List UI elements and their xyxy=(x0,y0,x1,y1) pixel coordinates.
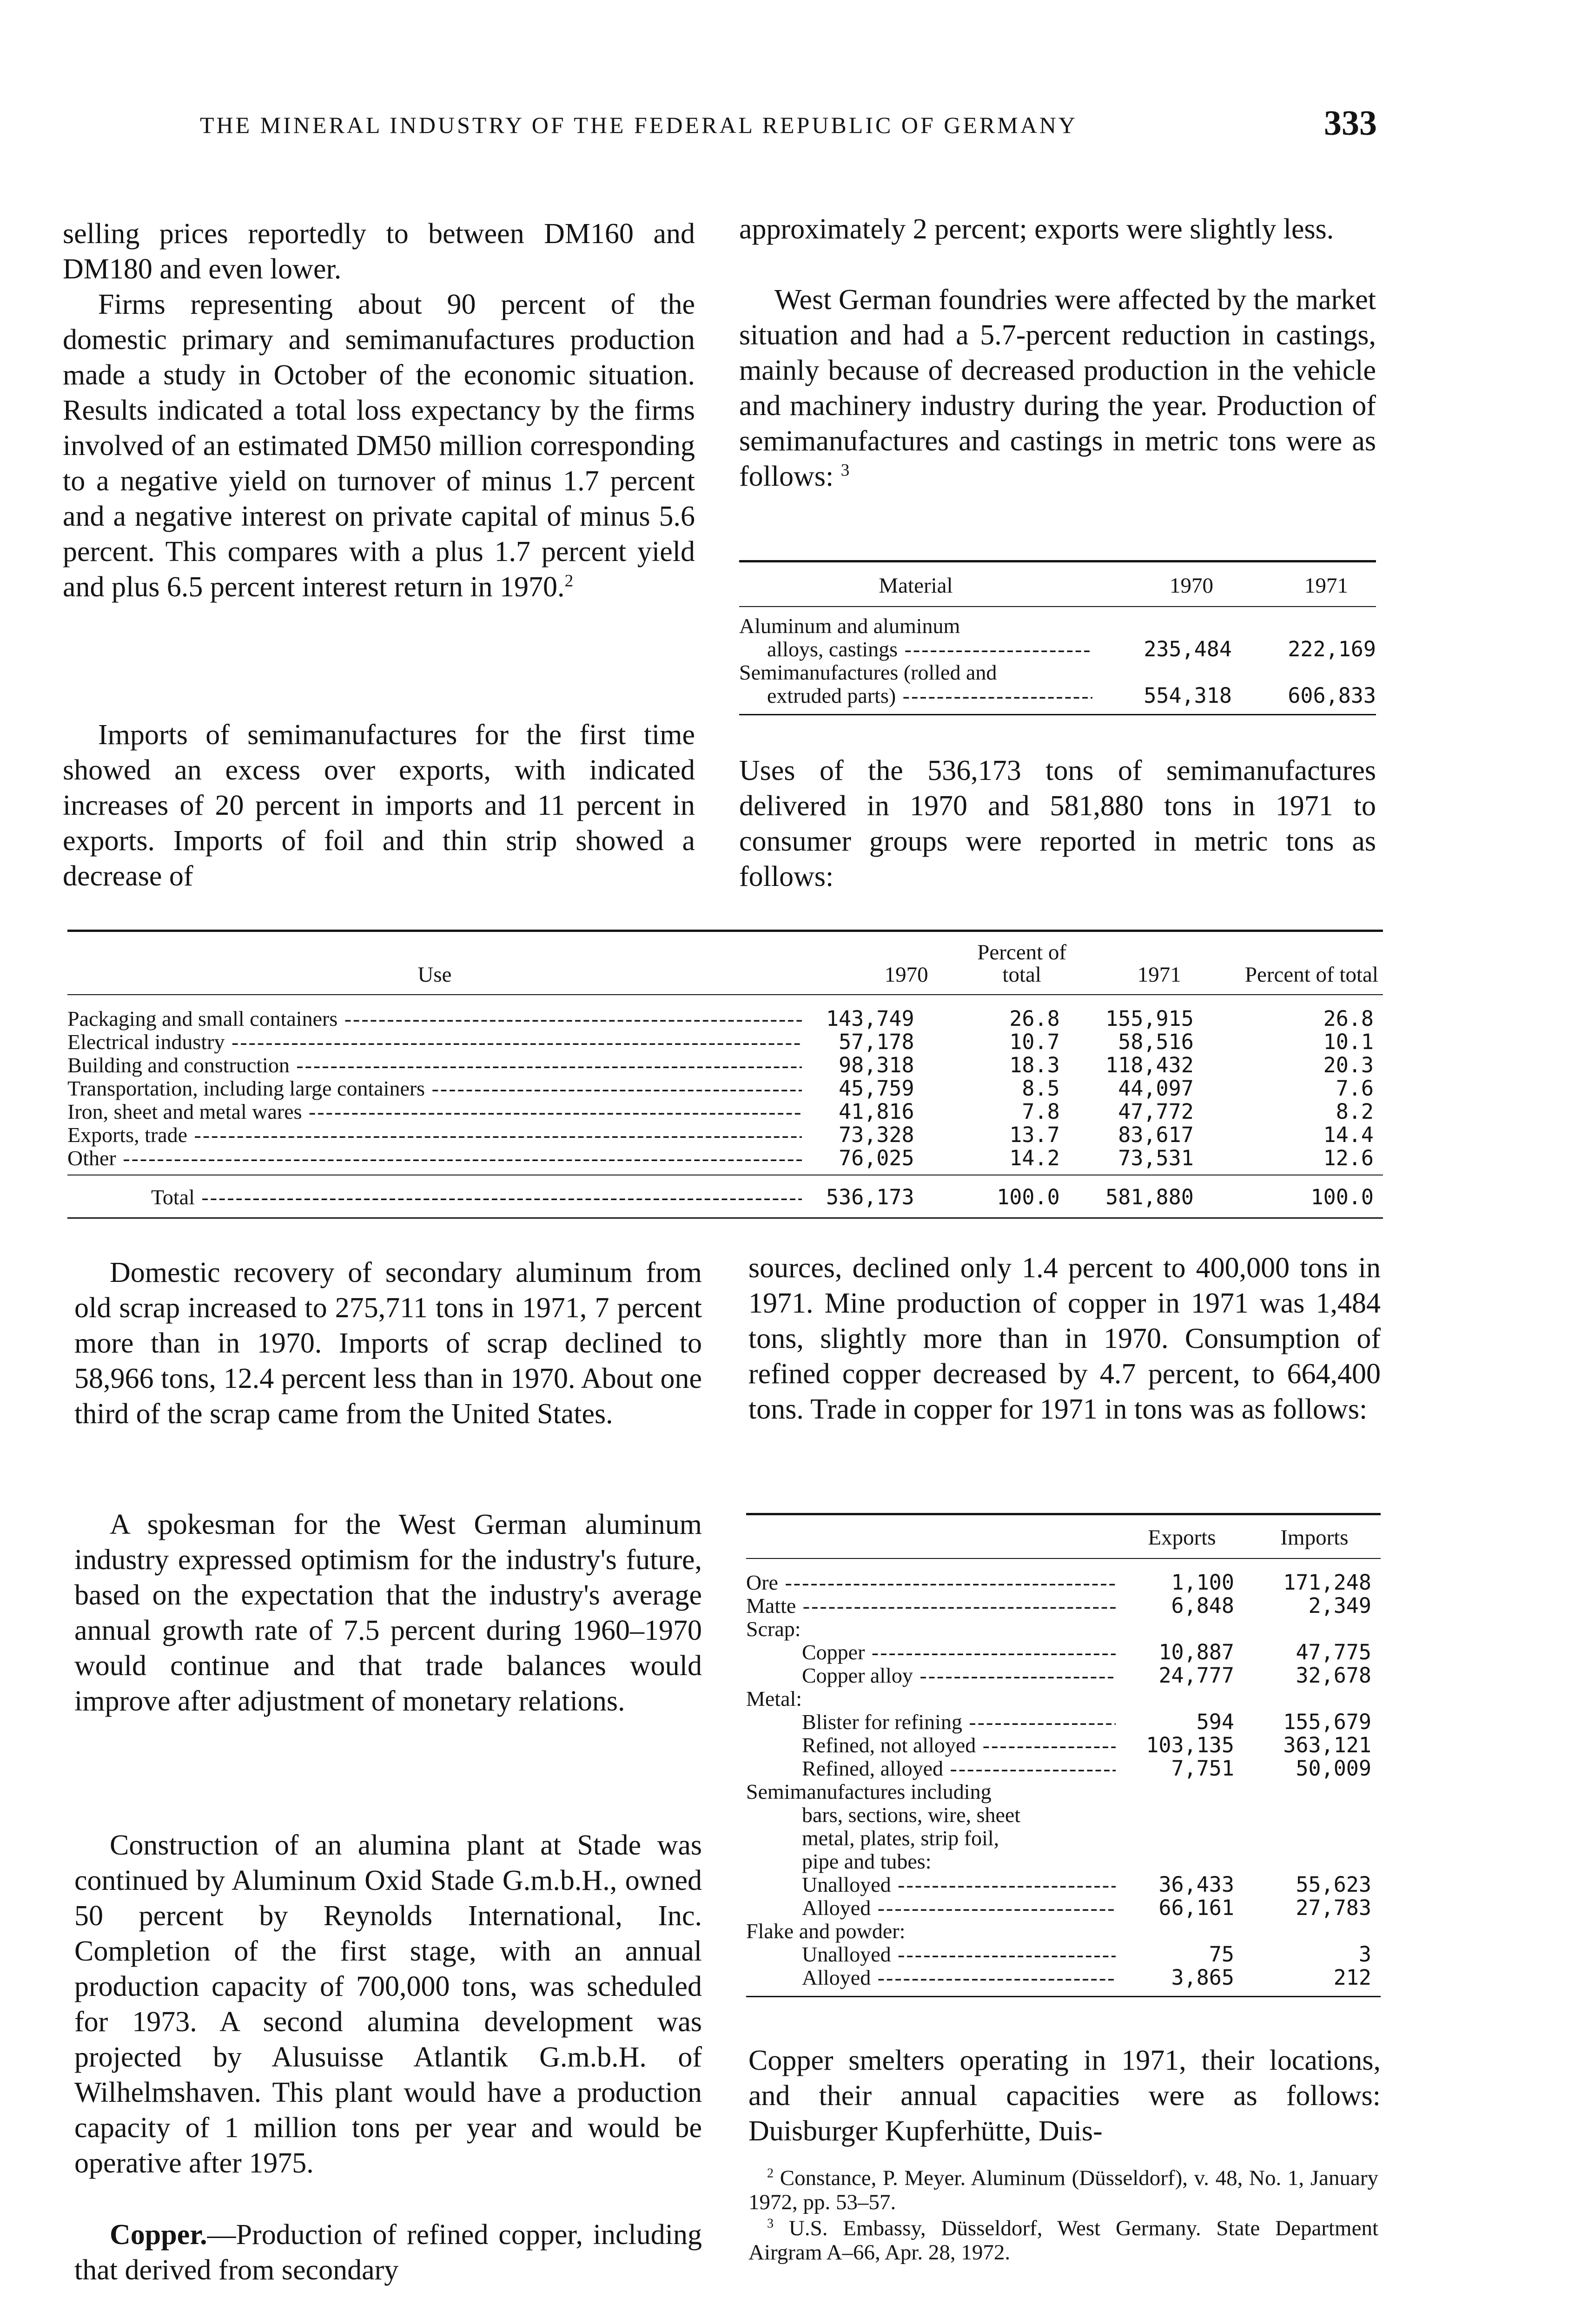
paragraph-firms-study-text: Firms representing about 90 percent of the domestic primary and semimanufactures production made a study in October of the economic situation. Results indicated a total loss expectancy by the firms involved of an estimated DM50 million corresponding to a negative yield on turnover of minus 1.7 percent and a negative interest on private capital of minus 5.6 percent. This compares with a plus 1.7 percent yield and plus 6.5 percent interest return in 1970. xyxy=(63,289,695,603)
table3-label: Blister for refining ----- xyxy=(746,1710,1116,1734)
footnote-3 xyxy=(748,2216,1378,2265)
table3-group-label: Flake and powder: xyxy=(746,1919,906,1943)
table3-label: Copper alloy ----- xyxy=(746,1664,1116,1687)
table2-use-label: Electrical industry ----- xyxy=(67,1030,802,1054)
footnote-2-number: 2 xyxy=(767,2166,774,2181)
table1-row-label: Aluminum and aluminum xyxy=(739,614,960,638)
paragraph-alumina-plant: Construction of an alumina plant at Stade was continued by Aluminum Oxid Stade G.m.b.H., owned 50 percent by Reynolds International, Inc. Completion of the first stage, with an annual production capacity of 700,000 tons, was scheduled for 1973. A second alumina development was projected by Alusuisse Atlantik G.m.b.H. of Wilhelmshaven. This plant would have a production capacity of 1 million tons per year and would be operative after 1975. xyxy=(74,1829,702,2179)
table-row xyxy=(739,638,1376,661)
copper-trade-table xyxy=(746,1513,1381,1997)
table2-pct-1971: 14.4 xyxy=(1323,1122,1374,1147)
table2-pct-1971: 8.2 xyxy=(1336,1099,1374,1124)
copper-heading: Copper. xyxy=(110,2219,207,2251)
table2-pct-1970: 10.7 xyxy=(1009,1030,1060,1054)
table2-value-1970: 143,749 xyxy=(826,1006,914,1031)
table2-pct-1970: 8.5 xyxy=(1022,1076,1060,1101)
table3-group-label: Scrap: xyxy=(746,1617,801,1641)
footnote-2-text: Constance, P. Meyer. Aluminum (Düsseldorf), v. 48, No. 1, January 1972, pp. 53–57. xyxy=(748,2166,1379,2214)
table-row xyxy=(739,684,1376,715)
table-row xyxy=(746,1641,1381,1664)
table-row xyxy=(746,1943,1381,1966)
table1-header-1970: 1970 xyxy=(1170,574,1213,598)
table-row-total xyxy=(67,1175,1383,1218)
paragraph-copper-smelters: Copper smelters operating in 1971, their locations, and their annual capacities were as follows: Duisburger Kupferhütte, Duis- xyxy=(748,2045,1381,2147)
table3-label: Refined, not alloyed ----- xyxy=(746,1734,1116,1757)
table-row xyxy=(746,1873,1381,1896)
table1-value: 222,169 xyxy=(1288,637,1376,661)
table3-imports: 32,678 xyxy=(1296,1663,1371,1688)
footnote-ref-2: 2 xyxy=(564,571,574,591)
paragraph-foundries xyxy=(739,282,1376,494)
table2-header-use: Use xyxy=(417,963,452,987)
table2-value-1971: 44,097 xyxy=(1118,1076,1194,1101)
table3-group-label: pipe and tubes: xyxy=(802,1849,932,1873)
paragraph-firms-study xyxy=(63,287,695,605)
table3-imports: 3 xyxy=(1358,1942,1371,1967)
footnote-2 xyxy=(748,2166,1378,2214)
table3-label: Unalloyed ----- xyxy=(746,1873,1116,1896)
table2-pct-1971: 12.6 xyxy=(1323,1146,1374,1170)
table3-header-exports: Exports xyxy=(1148,1525,1216,1550)
table2-pct-1970: 7.8 xyxy=(1022,1099,1060,1124)
table2-pct-1970: 26.8 xyxy=(1009,1006,1060,1031)
paragraph-imports-semimanufactures: Imports of semimanufactures for the first time showed an excess over exports, with indicated increases of 20 percent in imports and 11 percent in exports. Imports of foil and thin strip showed a decrease of xyxy=(63,719,695,892)
table2-use-label: Other ----- xyxy=(67,1147,802,1175)
table-row xyxy=(67,1030,1383,1054)
table2-value-1970: 41,816 xyxy=(839,1099,914,1124)
table2-header-pct1970: Percent of total xyxy=(977,940,1067,987)
table2-use-label: Iron, sheet and metal wares ----- xyxy=(67,1100,802,1123)
table-row xyxy=(746,1896,1381,1920)
table2-pct-1971: 26.8 xyxy=(1323,1006,1374,1031)
table3-imports: 55,623 xyxy=(1296,1872,1371,1897)
table2-value-1970: 73,328 xyxy=(839,1122,914,1147)
table2-total-label: Total ----- xyxy=(67,1175,802,1218)
footnote-3-text: U.S. Embassy, Düsseldorf, West Germany. State Department Airgram A–66, Apr. 28, 1972. xyxy=(748,2216,1378,2265)
table2-total-pct-1970: 100.0 xyxy=(997,1185,1060,1209)
paragraph-approximately: approximately 2 percent; exports were slightly less. xyxy=(739,213,1334,245)
table3-exports: 10,887 xyxy=(1158,1640,1234,1664)
table3-label: Alloyed ----- xyxy=(746,1896,1116,1920)
table2-value-1970: 57,178 xyxy=(839,1030,914,1054)
table-row xyxy=(746,1664,1381,1687)
footnote-3-number: 3 xyxy=(767,2216,774,2231)
table3-exports: 6,848 xyxy=(1171,1593,1234,1618)
table-row xyxy=(67,1054,1383,1077)
table3-imports: 47,775 xyxy=(1296,1640,1371,1664)
table3-imports: 212 xyxy=(1333,1965,1371,1990)
table3-group-label: bars, sections, wire, sheet xyxy=(802,1803,1021,1827)
table3-exports: 103,135 xyxy=(1146,1733,1234,1757)
table2-value-1970: 45,759 xyxy=(839,1076,914,1101)
table-row xyxy=(746,1710,1381,1734)
table1-value: 606,833 xyxy=(1288,683,1376,708)
table3-label: Unalloyed ----- xyxy=(746,1943,1116,1966)
semimanufactures-uses-table xyxy=(67,930,1383,1219)
table-row xyxy=(746,1757,1381,1780)
table-row xyxy=(746,1734,1381,1757)
paragraph-foundries-text: West German foundries were affected by the market situation and had a 5.7-percent reduction in castings, mainly because of decreased production in the vehicle and machinery industry during the year. Production of semimanufactures and castings in metric tons were as follows: xyxy=(739,284,1376,492)
table2-header-1970: 1970 xyxy=(884,963,928,987)
table3-exports: 36,433 xyxy=(1158,1872,1234,1897)
table3-exports: 75 xyxy=(1209,1942,1234,1967)
table2-use-label: Transportation, including large containers ----- xyxy=(67,1077,802,1100)
table3-imports: 27,783 xyxy=(1296,1895,1371,1920)
table-row xyxy=(746,1966,1381,1997)
table3-exports: 7,751 xyxy=(1171,1756,1234,1781)
table2-total-1971: 581,880 xyxy=(1105,1185,1194,1209)
table3-group-label: Semimanufactures including xyxy=(746,1780,992,1803)
table-row xyxy=(746,1571,1381,1594)
table3-group-label: Metal: xyxy=(746,1687,802,1710)
table3-exports: 24,777 xyxy=(1158,1663,1234,1688)
table2-header-1971: 1971 xyxy=(1137,963,1181,987)
table3-exports: 1,100 xyxy=(1171,1570,1234,1595)
table1-value: 235,484 xyxy=(1144,637,1232,661)
table3-label: Alloyed ----- xyxy=(746,1966,1116,1997)
paragraph-uses: Uses of the 536,173 tons of semimanufactures delivered in 1970 and 581,880 tons in 1971 to consumer groups were reported in metric tons as follows: xyxy=(739,755,1376,892)
footnote-ref-3: 3 xyxy=(840,461,850,480)
table3-exports: 66,161 xyxy=(1158,1895,1234,1920)
paragraph-copper-sources: sources, declined only 1.4 percent to 400,000 tons in 1971. Mine production of copper in 1971 was 1,484 tons, slightly more than in 1970. Consumption of refined copper decreased by 4.7 percent, to 664,400 tons. Trade in copper for 1971 in tons was as follows: xyxy=(748,1252,1381,1425)
copper-text: —Production of refined copper, including that derived from secondary xyxy=(74,2219,702,2286)
table2-value-1971: 83,617 xyxy=(1118,1122,1194,1147)
table3-imports: 171,248 xyxy=(1283,1570,1371,1595)
table2-value-1971: 47,772 xyxy=(1118,1099,1194,1124)
table2-pct-1970: 14.2 xyxy=(1009,1146,1060,1170)
table-row xyxy=(67,1147,1383,1175)
table1-row-label: alloys, castings ----- xyxy=(739,638,1092,661)
table3-label: Copper ----- xyxy=(746,1641,1116,1664)
table3-header-imports: Imports xyxy=(1280,1525,1349,1550)
table3-label: Ore ----- xyxy=(746,1571,1116,1594)
paragraph-domestic-recovery: Domestic recovery of secondary aluminum from old scrap increased to 275,711 tons in 1971, 7 percent more than in 1970. Imports of scrap declined to 58,966 tons, 12.4 percent less than in 1970. About one third of the scrap came from the United States. xyxy=(74,1257,702,1430)
table2-total-pct-1971: 100.0 xyxy=(1310,1185,1374,1209)
table3-label: Refined, alloyed ----- xyxy=(746,1757,1116,1780)
table-row xyxy=(67,1123,1383,1147)
table1-row-label: Semimanufactures (rolled and xyxy=(739,660,997,684)
table2-value-1971: 73,531 xyxy=(1118,1146,1194,1170)
table2-value-1970: 98,318 xyxy=(839,1053,914,1077)
paragraph-selling-prices: selling prices reportedly to between DM160 and DM180 and even lower. xyxy=(63,218,695,285)
table3-exports: 3,865 xyxy=(1171,1965,1234,1990)
table2-pct-1970: 18.3 xyxy=(1009,1053,1060,1077)
table1-value: 554,318 xyxy=(1144,683,1232,708)
table2-value-1970: 76,025 xyxy=(839,1146,914,1170)
table3-group-label: metal, plates, strip foil, xyxy=(802,1826,999,1850)
castings-production-table xyxy=(739,560,1376,715)
table2-pct-1971: 20.3 xyxy=(1323,1053,1374,1077)
table2-pct-1970: 13.7 xyxy=(1009,1122,1060,1147)
table-row xyxy=(67,1100,1383,1123)
page-number: 333 xyxy=(1324,104,1377,143)
table2-value-1971: 58,516 xyxy=(1118,1030,1194,1054)
table2-use-label: Building and construction ----- xyxy=(67,1054,802,1077)
table-row xyxy=(67,1077,1383,1100)
table2-pct-1971: 7.6 xyxy=(1336,1076,1374,1101)
table2-total-1970: 536,173 xyxy=(826,1185,914,1209)
running-header: THE MINERAL INDUSTRY OF THE FEDERAL REPUBLIC OF GERMANY xyxy=(200,112,1078,138)
table3-imports: 155,679 xyxy=(1283,1710,1371,1734)
table1-header-1971: 1971 xyxy=(1304,574,1348,598)
table1-row-label: extruded parts) ----- xyxy=(739,684,1092,715)
paragraph-spokesman: A spokesman for the West German aluminum industry expressed optimism for the industry's future, based on the expectation that the industry's average annual growth rate of 7.5 percent during 1960–1970 would continue and that trade balances would improve after adjustment of monetary relations. xyxy=(74,1509,702,1717)
table3-imports: 50,009 xyxy=(1296,1756,1371,1781)
table2-value-1971: 155,915 xyxy=(1105,1006,1194,1031)
paragraph-copper xyxy=(74,2217,702,2288)
table3-imports: 2,349 xyxy=(1308,1593,1371,1618)
table3-label: Matte ----- xyxy=(746,1594,1116,1618)
table2-header-pct1971: Percent of total xyxy=(1244,963,1378,987)
table2-pct-1971: 10.1 xyxy=(1323,1030,1374,1054)
table-row xyxy=(746,1594,1381,1618)
table3-exports: 594 xyxy=(1196,1710,1234,1734)
table-row xyxy=(67,1007,1383,1030)
table3-imports: 363,121 xyxy=(1283,1733,1371,1757)
table2-value-1971: 118,432 xyxy=(1105,1053,1194,1077)
table2-use-label: Exports, trade ----- xyxy=(67,1123,802,1147)
table2-use-label: Packaging and small containers ----- xyxy=(67,1007,802,1030)
table1-header-material: Material xyxy=(879,574,953,598)
